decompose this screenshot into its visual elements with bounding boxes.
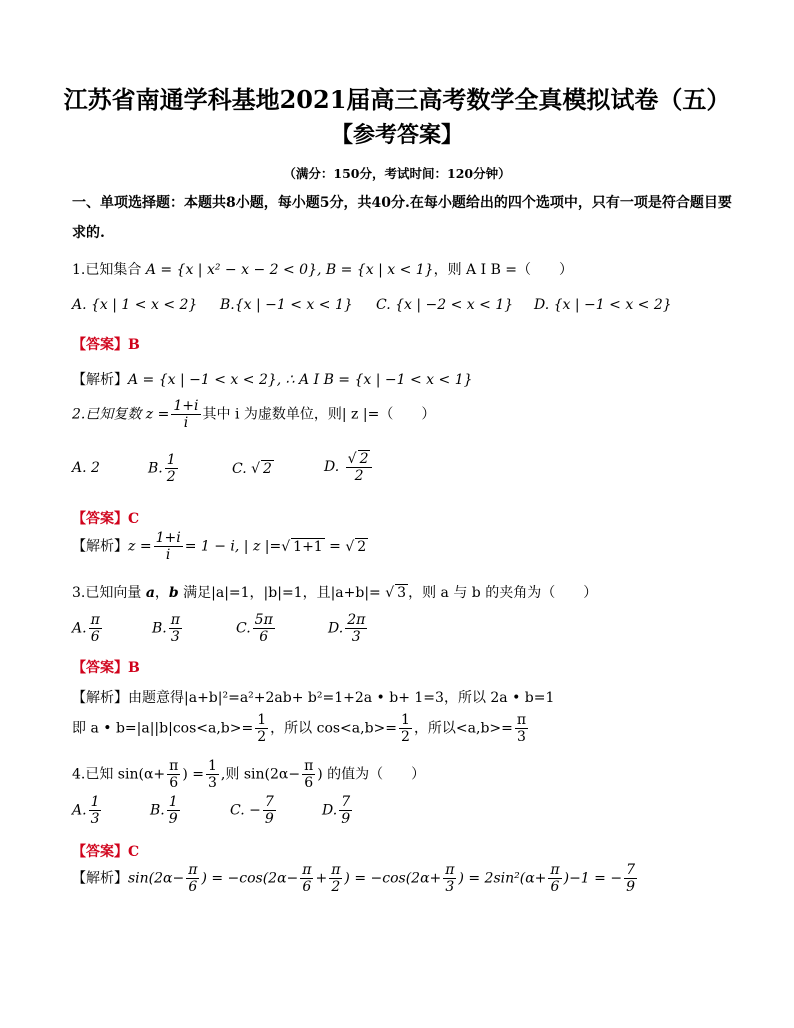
question-2-stem: 2.已知复数 z = $\frac{1+i}{i}$ 其中 i 为虚数单位，则| z |=（ ）: [72, 398, 436, 431]
section-heading-line1: 一、单项选择题：本题共8小题，每小题5分，共40分.在每小题给出的四个选项中，只有一项是符合题目要: [72, 195, 732, 211]
q3-option-d: D. $\frac{2\pi}{3}$: [328, 612, 366, 645]
question-4-stem: 4.已知 sin(α+ $\frac{\pi}{6}$ ) = $\frac{1}{3}$ ,则 sin(2α− $\frac{\pi}{6}$ ) 的值为（ ）: [72, 758, 426, 791]
section-heading-line2: 求的.: [72, 225, 105, 241]
q2-option-d: D. $\frac{√ 2}{2}$: [324, 450, 374, 484]
q1-option-b: B.{x | −1 < x < 1}: [220, 297, 353, 313]
q3-explanation-line1: 【解析】由题意得|a+b|²=a²+2ab+ b²=1+2a • b+ 1=3，所以 2a • b=1: [72, 690, 555, 706]
q1-answer: 【答案】B: [72, 337, 140, 353]
q3-option-b: B. $\frac{\pi}{3}$: [152, 612, 180, 645]
q4-option-b: B. $\frac{1}{9}$: [150, 794, 178, 827]
question-1-stem: 1.已知集合 A = {x | x² − x − 2 < 0}, B = {x | x < 1}，则 A I B =（ ）: [72, 262, 574, 278]
q1-option-a: A. {x | 1 < x < 2}: [72, 297, 198, 313]
q3-explanation-line2: 即 a • b=|a||b|cos<a,b>= $\frac{1}{2}$ ，所以 cos<a,b>= $\frac{1}{2}$ ，所以<a,b>= $\frac{\pi}{3}$: [72, 712, 527, 745]
exam-meta: （满分：150分，考试时间：120分钟）: [283, 166, 511, 181]
q1-explanation: 【解析】A = {x | −1 < x < 2}, ∴ A I B = {x | −1 < x < 1}: [72, 372, 473, 388]
q4-option-a: A. $\frac{1}{3}$: [72, 794, 100, 827]
q1-option-c: C. {x | −2 < x < 1}: [376, 297, 514, 313]
q4-explanation: 【解析】sin(2α− $\frac{\pi}{6}$ ) = −cos(2α− $\frac{\pi}{6}$ + $\frac{\pi}{2}$ ) = −cos(2α+ $\frac{\pi}{3}$ ) = 2sin²(α+ $\frac{\pi}{6}$ )−1 = − $\frac{7}{9}$: [72, 862, 635, 895]
q2-option-c: C. √ 2: [232, 461, 272, 477]
q4-option-d: D. $\frac{7}{9}$: [322, 794, 351, 827]
q2-option-b: B. $\frac{1}{2}$: [148, 452, 176, 485]
q2-option-a: A. 2: [72, 460, 100, 476]
q3-option-a: A. $\frac{\pi}{6}$: [72, 612, 100, 645]
question-3-stem: 3.已知向量 a，b 满足|a|=1，|b|=1，且|a+b|= √ 3 ，则 a 与 b 的夹角为（ ）: [72, 585, 598, 601]
q4-answer: 【答案】C: [72, 844, 140, 860]
q3-answer: 【答案】B: [72, 660, 140, 676]
q3-option-c: C. $\frac{5\pi}{6}$: [236, 612, 273, 645]
q1-option-d: D. {x | −1 < x < 2}: [534, 297, 672, 313]
q4-option-c: C. − $\frac{7}{9}$: [230, 794, 274, 827]
q2-explanation: 【解析】z = $\frac{1+i}{i}$ = 1 − i, | z |=√ 1+1 = √ 2: [72, 530, 367, 563]
document-title: 江苏省南通学科基地2021届高三高考数学全真模拟试卷（五）: [63, 85, 731, 114]
q2-answer: 【答案】C: [72, 511, 140, 527]
document-subtitle: 【参考答案】: [330, 122, 463, 148]
